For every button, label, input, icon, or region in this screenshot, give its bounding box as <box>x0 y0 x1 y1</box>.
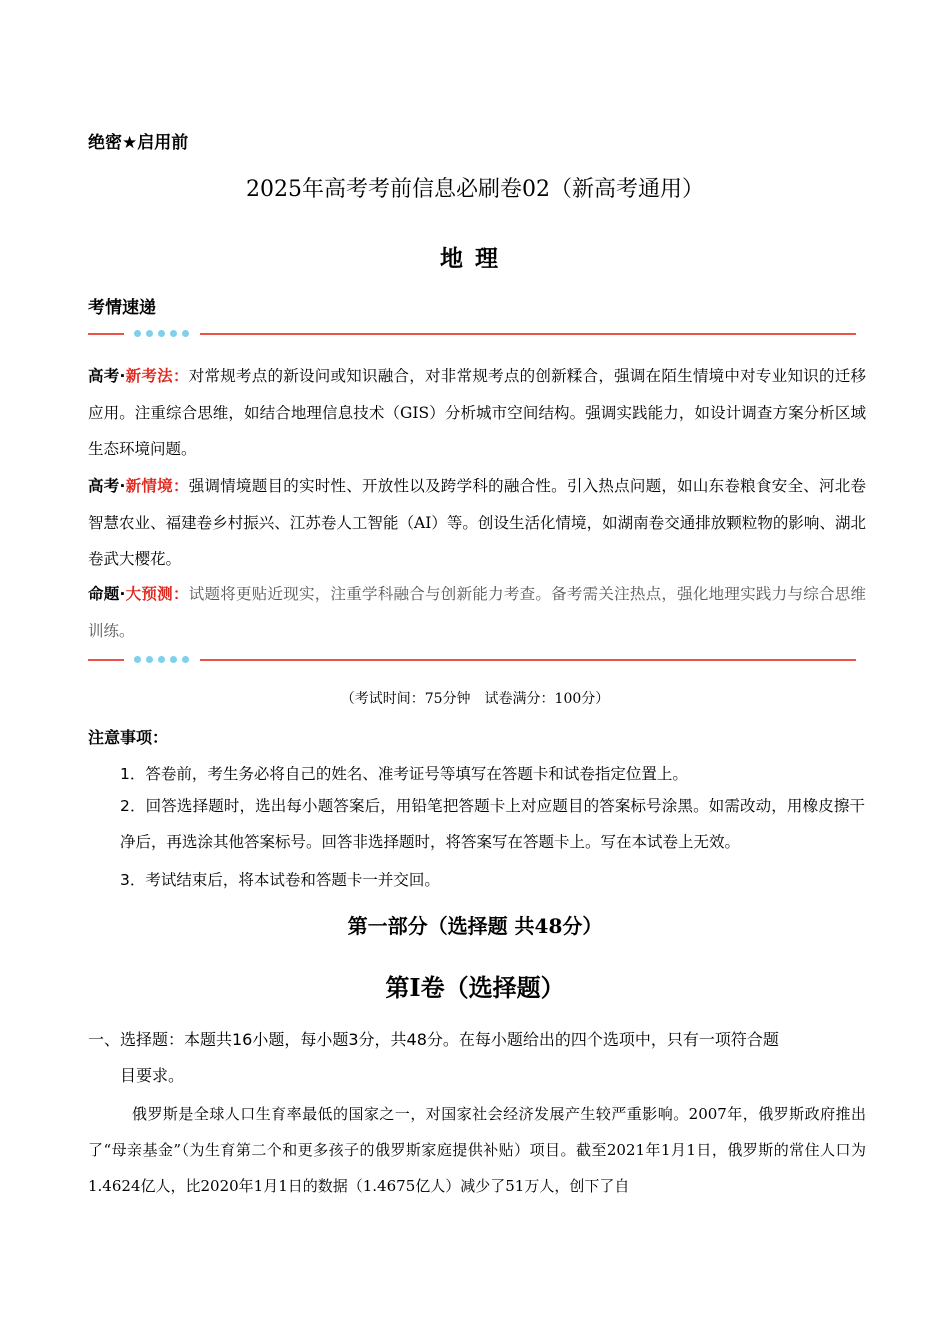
overview-label: 高考· <box>88 477 126 495</box>
overview-item-new-context: 高考·新情境：强调情境题目的实时性、开放性以及跨学科的融合性。引入热点问题，如山东卷粮食安全、河北卷智慧农业、福建卷乡村振兴、江苏卷人工智能（AI）等。创设生活化情境，如湖南卷交通排放颗粒物的影响、湖北卷武大樱花。 <box>88 477 866 568</box>
subject-title: 地理 <box>440 245 510 272</box>
overview-text: 强调情境题目的实时性、开放性以及跨学科的融合性。引入热点问题，如山东卷粮食安全、河北卷智慧农业、福建卷乡村振兴、江苏卷人工智能（AI）等。创设生活化情境，如湖南卷交通排放颗粒物的影响、湖北卷武大樱花。 <box>88 477 866 568</box>
intro-line: 一、选择题：本题共16小题，每小题3分，共48分。在每小题给出的四个选项中，只有一项符合题 <box>88 1030 779 1049</box>
overview-text: 对常规考点的新设问或知识融合，对非常规考点的创新糅合，强调在陌生情境中对专业知识的迁移应用。注重综合思维，如结合地理信息技术（GIS）分析城市空间结构。强调实践能力，如设计调查方案分析区域生态环境问题。 <box>88 367 866 458</box>
volume-title: 第Ⅰ卷（选择题） <box>385 973 565 1002</box>
notice-item: 1．答卷前，考生务必将自己的姓名、准考证号等填写在答题卡和试卷指定位置上。 <box>120 765 688 783</box>
overview-text: 试题将更贴近现实，注重学科融合与创新能力考查。备考需关注热点，强化地理实践力与综合思维训练。 <box>88 585 866 640</box>
exam-info: （考试时间：75分钟 试卷满分：100分） <box>340 691 610 707</box>
confidential-label: 绝密★启用前 <box>88 133 189 153</box>
notice-heading: 注意事项： <box>88 728 169 747</box>
overview-highlight: 新情境 <box>125 477 173 495</box>
overview-label: 高考· <box>88 367 126 385</box>
exam-title: 2025年高考考前信息必刷卷02（新高考通用） <box>246 177 704 202</box>
divider-bottom <box>88 654 858 666</box>
overview-highlight: 新考法 <box>125 367 173 385</box>
reading-passage: 俄罗斯是全球人口生育率最低的国家之一，对国家社会经济发展产生较严重影响。2007年，俄罗斯政府推出了“母亲基金”（为生育第二个和更多孩子的俄罗斯家庭提供补贴）项目。截至2021年1月1日，俄罗斯的常住人口为1.4624亿人，比2020年1月1日的数据（1.4675亿人）减少了51万人，创下了自 <box>88 1105 866 1195</box>
overview-label: 命题· <box>88 585 126 603</box>
intro-line: 目要求。 <box>120 1066 185 1085</box>
divider-top <box>88 328 858 340</box>
notice-item: 2．回答选择题时，选出每小题答案后，用铅笔把答题卡上对应题目的答案标号涂黑。如需改动，用橡皮擦干净后，再选涂其他答案标号。回答非选择题时，将答案写在答题卡上。写在本试卷上无效。 <box>120 797 865 851</box>
overview-item-prediction: 命题·大预测：试题将更贴近现实，注重学科融合与创新能力考查。备考需关注热点，强化地理实践力与综合思维训练。 <box>88 585 866 640</box>
overview-item-new-method: 高考·新考法：对常规考点的新设问或知识融合，对非常规考点的创新糅合，强调在陌生情境中对专业知识的迁移应用。注重综合思维，如结合地理信息技术（GIS）分析城市空间结构。强调实践能力，如设计调查方案分析区域生态环境问题。 <box>88 367 866 458</box>
question-section-intro <box>88 1022 866 1094</box>
overview-heading: 考情速递 <box>88 298 156 318</box>
overview-highlight: 大预测 <box>125 585 173 603</box>
part-title: 第一部分（选择题 共48分） <box>347 914 603 938</box>
notice-item: 3．考试结束后，将本试卷和答题卡一并交回。 <box>120 871 440 889</box>
